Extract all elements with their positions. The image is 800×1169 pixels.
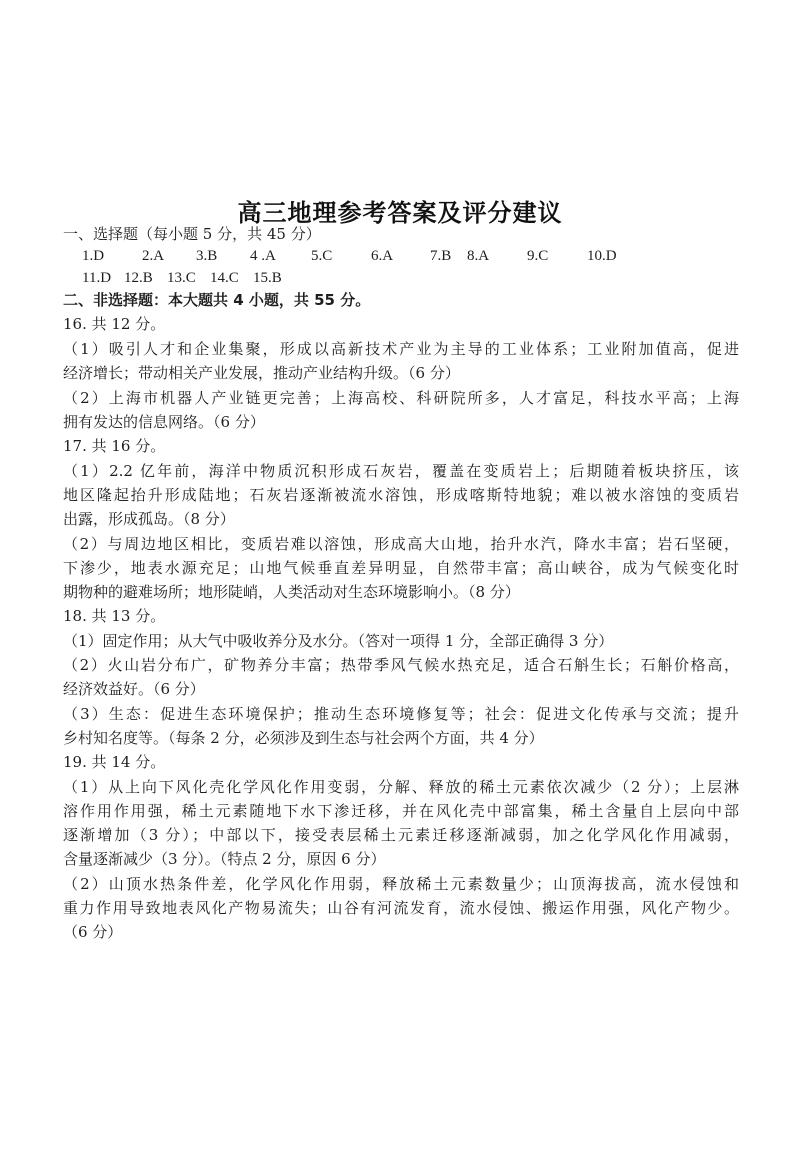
- q17-p1-line: （1）2.2 亿年前，海洋中物质沉积形成石灰岩，覆盖在变质岩上；后期随着板块挤压，该: [63, 462, 739, 480]
- answer-item: 8.A: [467, 248, 490, 264]
- answer-item: 14.C: [210, 270, 239, 286]
- q17-p2-line: 期物种的避难场所；地形陡峭，人类活动对生态环境影响小。（8 分）: [63, 583, 520, 601]
- answer-item: 2.A: [142, 248, 165, 264]
- page-title: 高三地理参考答案及评分建议: [237, 199, 563, 227]
- answer-item: 13.C: [167, 270, 196, 286]
- q16-p2-line: 拥有发达的信息网络。（6 分）: [63, 413, 265, 431]
- answer-item: 10.D: [587, 248, 617, 264]
- q18-header: 18. 共 13 分。: [63, 607, 166, 625]
- q17-p2-line: 下渗少，地表水源充足；山地气候垂直差异明显，自然带丰富；高山峡谷，成为气候变化时: [63, 559, 739, 577]
- q19-header: 19. 共 14 分。: [63, 753, 166, 771]
- answer-item: 5.C: [311, 248, 333, 264]
- answer-item: 3.B: [196, 248, 218, 264]
- answer-item: 11.D: [82, 270, 112, 286]
- q17-p2-line: （2）与周边地区相比，变质岩难以溶蚀，形成高大山地，抬升水汽，降水丰富；岩石坚硬，: [63, 535, 739, 553]
- q19-p2-line: （6 分）: [63, 923, 123, 941]
- q16-p1-line: （1）吸引人才和企业集聚，形成以高新技术产业为主导的工业体系；工业附加值高，促进: [63, 340, 739, 358]
- q19-p1-line: 含量逐渐减少（3 分）。（特点 2 分，原因 6 分）: [63, 850, 386, 868]
- answer-item: 15.B: [253, 270, 282, 286]
- q16-p2-line: （2）上海市机器人产业链更完善；上海高校、科研院所多，人才富足，科技水平高；上海: [63, 389, 739, 407]
- q16-p1-line: 经济增长；带动相关产业发展，推动产业结构升级。（6 分）: [63, 364, 460, 382]
- q19-p1-line: 溶作用作用强，稀土元素随地下水下渗迁移，并在风化壳中部富集，稀土含量自上层向中部: [63, 802, 739, 820]
- q16-header: 16. 共 12 分。: [63, 315, 166, 333]
- answer-item: 4 .A: [250, 248, 276, 264]
- answer-item: 1.D: [82, 248, 105, 264]
- q17-header: 17. 共 16 分。: [63, 437, 166, 455]
- q18-p3-line: 乡村知名度等。（每条 2 分，必须涉及到生态与社会两个方面，共 4 分）: [63, 729, 544, 747]
- q18-p3-line: （3）生态：促进生态环境保护；推动生态环境修复等；社会：促进文化传承与交流；提升: [63, 705, 739, 723]
- q18-p1-line: （1）固定作用；从大气中吸收养分及水分。（答对一项得 1 分，全部正确得 3 分）: [63, 632, 614, 650]
- answer-item: 6.A: [371, 248, 394, 264]
- section2-heading: 二、非选择题：本大题共 4 小题，共 55 分。: [63, 291, 371, 309]
- answer-item: 7.B: [430, 248, 452, 264]
- q17-p1-line: 出露，形成孤岛。（8 分）: [63, 510, 235, 528]
- section1-heading: 一、选择题（每小题 5 分，共 45 分）: [63, 225, 321, 243]
- answer-item: 9.C: [527, 248, 549, 264]
- q17-p1-line: 地区隆起抬升形成陆地；石灰岩逐渐被流水溶蚀，形成喀斯特地貌；难以被水溶蚀的变质岩: [63, 486, 739, 504]
- q19-p1-line: （1）从上向下风化壳化学风化作用变弱，分解、释放的稀土元素依次减少（2 分）；上层淋: [63, 778, 739, 796]
- q18-p2-line: （2）火山岩分布广，矿物养分丰富；热带季风气候水热充足，适合石斛生长；石斛价格高，: [63, 656, 739, 674]
- q19-p2-line: 重力作用导致地表风化产物易流失；山谷有河流发育，流水侵蚀、搬运作用强，风化产物少。: [63, 899, 739, 917]
- q19-p2-line: （2）山顶水热条件差，化学风化作用弱，释放稀土元素数量少；山顶海拔高，流水侵蚀和: [63, 875, 739, 893]
- q18-p2-line: 经济效益好。（6 分）: [63, 680, 205, 698]
- answer-item: 12.B: [124, 270, 153, 286]
- q19-p1-line: 逐渐增加（3 分）；中部以下，接受表层稀土元素迁移逐渐减弱，加之化学风化作用减弱，: [63, 826, 739, 844]
